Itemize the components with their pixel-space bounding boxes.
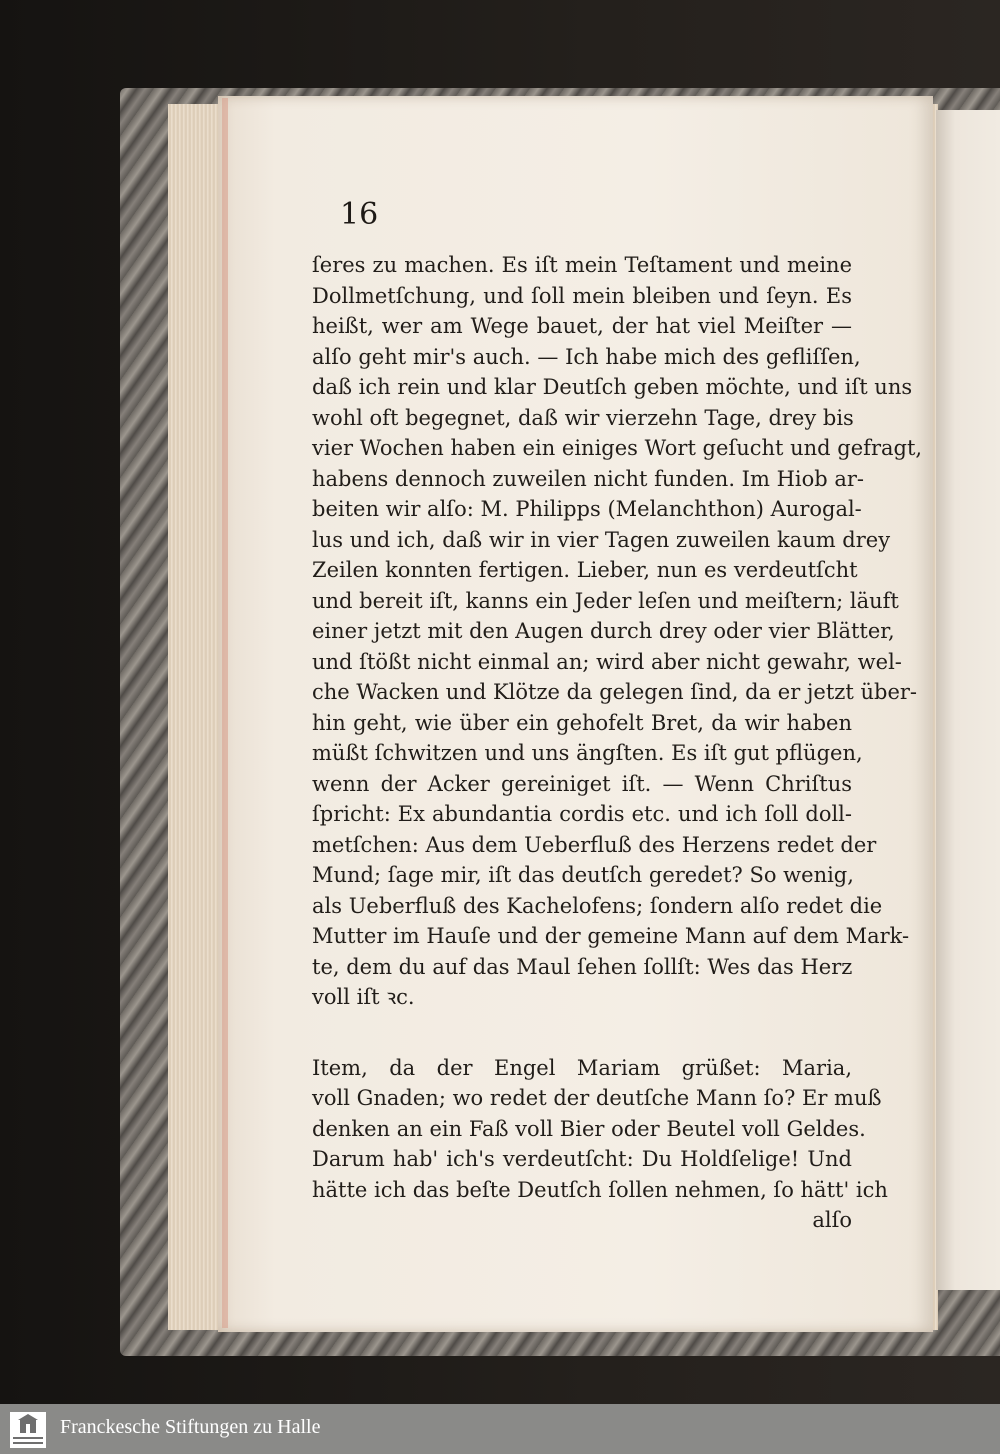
footer-bar: [0, 1404, 1000, 1454]
text-line: voll iſt ꝛc.: [312, 985, 415, 1009]
text-line: als Ueberfluß des Kachelofens; ſondern alſo redet die: [312, 893, 883, 918]
text-line: vier Wochen haben ein einiges Wort geſucht und gefragt,: [312, 436, 923, 460]
paragraph-1: [312, 250, 923, 1013]
text-line: lus und ich, daß wir in vier Tagen zuweilen kaum drey: [312, 527, 891, 552]
text-line: Darum hab' ich's verdeutſcht: Du Holdſelige! Und: [312, 1147, 852, 1171]
text-line: denken an ein Faß voll Bier oder Beutel voll Geldes.: [312, 1116, 866, 1141]
body-text: [312, 250, 923, 1236]
foundation-logo-icon: [10, 1412, 46, 1448]
red-page-edge: [222, 98, 228, 1328]
text-line: ſeres zu machen. Es iſt mein Teſtament und meine: [312, 253, 852, 277]
text-line: te, dem du auf das Maul ſehen ſollſt: Wes das Herz: [312, 954, 853, 979]
text-line: wenn der Acker gereiniget iſt. — Wenn Chriſtus: [312, 771, 852, 796]
text-line: einer jetzt mit den Augen durch drey oder vier Blätter,: [312, 619, 895, 643]
text-line: ſpricht: Ex abundantia cordis etc. und ich ſoll doll-: [312, 802, 852, 826]
text-line: müßt ſchwitzen und uns ängſten. Es iſt gut pflügen,: [312, 741, 863, 765]
text-line: Mund; ſage mir, iſt das deutſch geredet? So wenig,: [312, 863, 854, 887]
text-line: und bereit iſt, kanns ein Jeder leſen und meiſtern; läuft: [312, 588, 899, 613]
text-line: metſchen: Aus dem Ueberfluß des Herzens redet der: [312, 832, 877, 857]
text-line: Item, da der Engel Mariam grüßet: Maria,: [312, 1055, 852, 1080]
text-line: hätte ich das beſte Deutſch ſollen nehmen, ſo hätt' ich: [312, 1177, 888, 1202]
text-line: daß ich rein und klar Deutſch geben möchte, und iſt uns: [312, 375, 913, 399]
text-line: hin geht, wie über ein gehofelt Bret, da wir haben: [312, 710, 852, 735]
text-line: alſo geht mir's auch. — Ich habe mich des gefliſſen,: [312, 344, 861, 369]
text-line: beiten wir alſo: M. Philipps (Melanchthon) Aurogal-: [312, 497, 862, 521]
text-line: und ſtößt nicht einmal an; wird aber nicht gewahr, wel-: [312, 649, 902, 674]
text-line: Dollmetſchung, und ſoll mein bleiben und ſeyn. Es: [312, 283, 852, 308]
text-line: Mutter im Hauſe und der gemeine Mann auf dem Mark-: [312, 924, 910, 948]
footer-label: Franckesche Stiftungen zu Halle: [60, 1416, 321, 1438]
paragraph-gap: [312, 1013, 852, 1053]
catchword: alſo: [812, 1208, 852, 1232]
text-line: habens dennoch zuweilen nicht funden. Im Hiob ar-: [312, 466, 865, 491]
page-number: 16: [340, 197, 379, 232]
text-line: Zeilen konnten fertigen. Lieber, nun es verdeutſcht: [312, 558, 858, 582]
facing-page-edge: [936, 110, 1000, 1290]
text-line: voll Gnaden; wo redet der deutſche Mann ſo? Er muß: [312, 1086, 882, 1110]
text-line: wohl oft begegnet, daß wir vierzehn Tage, drey bis: [312, 405, 854, 430]
text-line: heißt, wer am Wege bauet, der hat viel Meiſter —: [312, 314, 852, 338]
text-line: che Wacken und Klötze da gelegen ſind, da er jetzt über-: [312, 680, 918, 704]
paragraph-2: [312, 1053, 888, 1206]
